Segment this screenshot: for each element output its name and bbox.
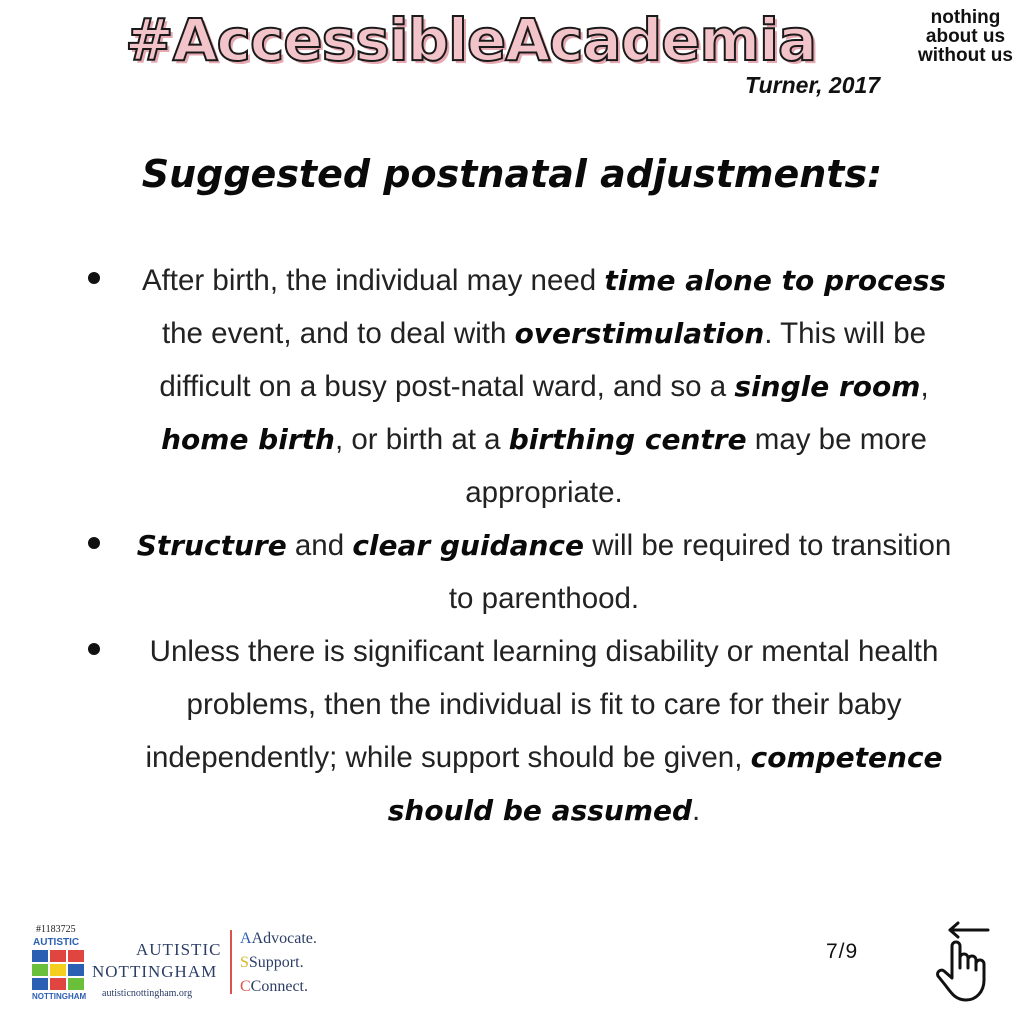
autistic-nottingham-logo	[30, 924, 330, 1004]
body-text: , or birth at a	[334, 423, 509, 456]
slogan-line-2: about us	[925, 26, 1006, 47]
emphasis-text: birthing centre	[508, 423, 747, 456]
brand-url: autisticnottingham.org	[102, 988, 193, 999]
advocate-label: Advocate.	[251, 930, 317, 947]
advocate-text: AAdvocate.	[240, 930, 317, 947]
body-text: After birth, the individual may need	[141, 264, 605, 297]
body-text: ,	[920, 370, 929, 403]
emphasis-text: single room	[734, 370, 921, 403]
emphasis-text: time alone to process	[604, 264, 947, 297]
body-text: the event, and to deal with	[161, 317, 515, 350]
logo-mini-nottingham: NOTTINGHAM	[32, 992, 87, 1001]
slogan-line-3: without us	[918, 45, 1013, 66]
hashtag-title: #AccessibleAcademia	[125, 6, 816, 74]
body-text: Unless there is significant learning disability or mental health problems, then the individual is fit to care for their baby independently; while support should be given,	[145, 635, 939, 774]
brand-line-2: NOTTINGHAM	[92, 962, 218, 981]
connect-label: Connect.	[250, 978, 308, 995]
brand-line-1: AUTISTIC	[136, 940, 222, 959]
bullet-item	[78, 625, 978, 837]
emphasis-text: overstimulation	[514, 317, 765, 350]
emphasis-text: competence should be assumed	[387, 741, 943, 827]
emphasis-text: Structure	[136, 529, 287, 562]
connect-text: CConnect.	[240, 978, 308, 995]
swipe-left-hand-icon	[930, 918, 1000, 1004]
bullet-text	[124, 625, 964, 837]
bullet-dot-icon	[88, 537, 100, 549]
support-label: Support.	[248, 954, 304, 971]
page-heading: Suggested postnatal adjustments:	[141, 152, 883, 196]
slogan	[908, 8, 1023, 65]
emphasis-text: clear guidance	[352, 529, 584, 562]
body-text: and	[286, 529, 353, 562]
charity-number: #1183725	[36, 924, 76, 935]
body-text: . This will be difficult on a busy post-natal ward, and so a	[159, 317, 927, 403]
page-indicator: 7/9	[826, 940, 859, 963]
bullet-dot-icon	[88, 643, 100, 655]
bullet-item	[78, 519, 978, 625]
bullet-text	[124, 254, 964, 519]
bullet-item	[78, 254, 978, 519]
bullet-dot-icon	[88, 272, 100, 284]
divider	[230, 930, 232, 994]
citation: Turner, 2017	[745, 72, 881, 98]
body-text: will be required to transition to parenthood.	[448, 529, 952, 615]
support-text: SSupport.	[240, 954, 304, 971]
body-text: may be more appropriate.	[465, 423, 927, 509]
logo-mini-autistic: AUTISTIC	[33, 937, 80, 948]
bullet-text	[124, 519, 964, 625]
slogan-line-1: nothing	[930, 7, 1001, 28]
bullet-list	[78, 254, 978, 837]
color-grid-icon	[32, 950, 88, 992]
emphasis-text: home birth	[161, 423, 335, 456]
body-text: .	[692, 794, 701, 827]
